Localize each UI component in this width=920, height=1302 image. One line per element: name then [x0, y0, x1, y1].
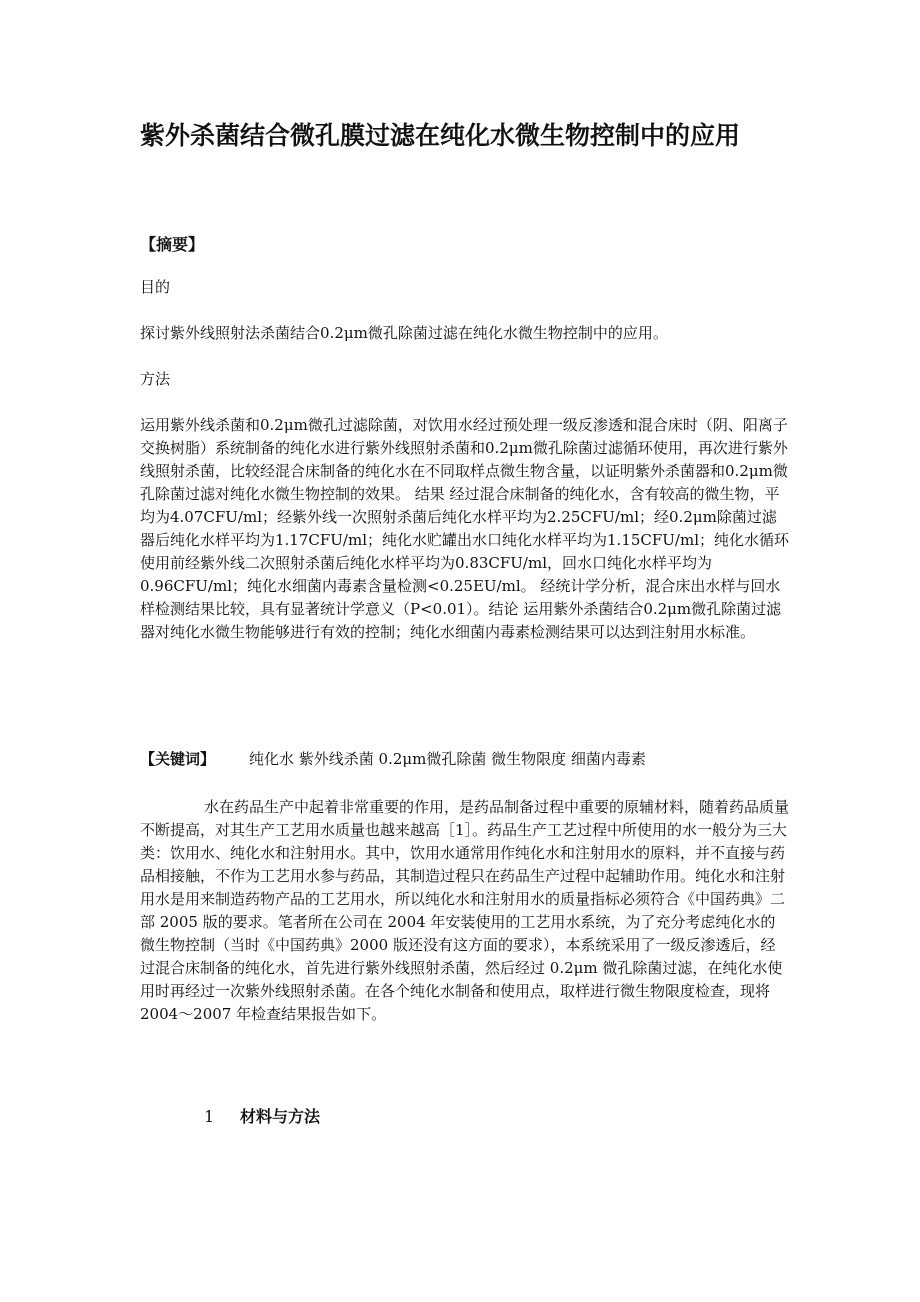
keywords-label: 【关键词】	[140, 750, 216, 768]
methods-label: 方法	[140, 370, 171, 388]
body-paragraph: 水在药品生产中起着非常重要的作用，是药品制备过程中重要的原辅材料，随着药品质量不断提高，对其生产工艺用水质量也越来越高［1］。药品生产工艺过程中所使用的水一般分为三大类：饮用水、纯化水和注射用水。其中，饮用水通常用作纯化水和注射用水的原料，并不直接与药品相接触，不作为工艺用水参与药品，其制造过程只在药品生产过程中起辅助作用。纯化水和注射用水是用来制造药物产品的工艺用水，所以纯化水和注射用水的质量指标必须符合《中国药典》二部 2005 版的要求。笔者所在公司在 2004 年安装使用的工艺用水系统，为了充分考虑纯化水的微生物控制（当时《中国药典》2000 版还没有这方面的要求），本系统采用了一级反渗透后，经过混合床制备的纯化水，首先进行紫外线照射杀菌，然后经过 0.2μm 微孔除菌过滤，在纯化水使用时再经过一次紫外线照射杀菌。在各个纯化水制备和使用点，取样进行微生物限度检查，现将 2004～2007 年检查结果报告如下。	[140, 798, 790, 1023]
abstract-label: 【摘要】	[140, 235, 205, 254]
paper-title: 紫外杀菌结合微孔膜过滤在纯化水微生物控制中的应用	[140, 121, 741, 150]
section-title: 材料与方法	[240, 1107, 321, 1126]
section-heading	[204, 1104, 320, 1127]
methods-results-text: 运用紫外线杀菌和0.2μm微孔过滤除菌，对饮用水经过预处理一级反渗透和混合床时（阴、阳离子交换树脂）系统制备的纯化水进行紫外线照射杀菌和0.2μm微孔除菌过滤循环使用，再次进行紫外线照射杀菌，比较经混合床制备的纯化水在不同取样点微生物含量，以证明紫外杀菌器和0.2μm微孔除菌过滤对纯化水微生物控制的效果。 结果 经过混合床制备的纯化水，含有较高的微生物，平均为4.07CFU/ml；经紫外线一次照射杀菌后纯化水样平均为2.25CFU/ml；经0.2μm除菌过滤器后纯化水样平均为1.17CFU/ml；纯化水贮罐出水口纯化水样平均为1.15CFU/ml；纯化水循环使用前经紫外线二次照射杀菌后纯化水样平均为0.83CFU/ml，回水口纯化水样平均为0.96CFU/ml；纯化水细菌内毒素含量检测<0.25EU/ml。 经统计学分析，混合床出水样与回水样检测结果比较，具有显著统计学意义（P<0.01）。结论 运用紫外杀菌结合0.2μm微孔除菌过滤器对纯化水微生物能够进行有效的控制；纯化水细菌内毒素检测结果可以达到注射用水标准。	[140, 416, 790, 641]
section-number: 1	[204, 1107, 215, 1126]
keywords-line	[140, 748, 790, 771]
objective-text: 探讨紫外线照射法杀菌结合0.2μm微孔除菌过滤在纯化水微生物控制中的应用。	[140, 324, 668, 342]
objective-label: 目的	[140, 278, 171, 296]
keywords-text: 纯化水 紫外线杀菌 0.2μm微孔除菌 微生物限度 细菌内毒素	[249, 750, 646, 768]
